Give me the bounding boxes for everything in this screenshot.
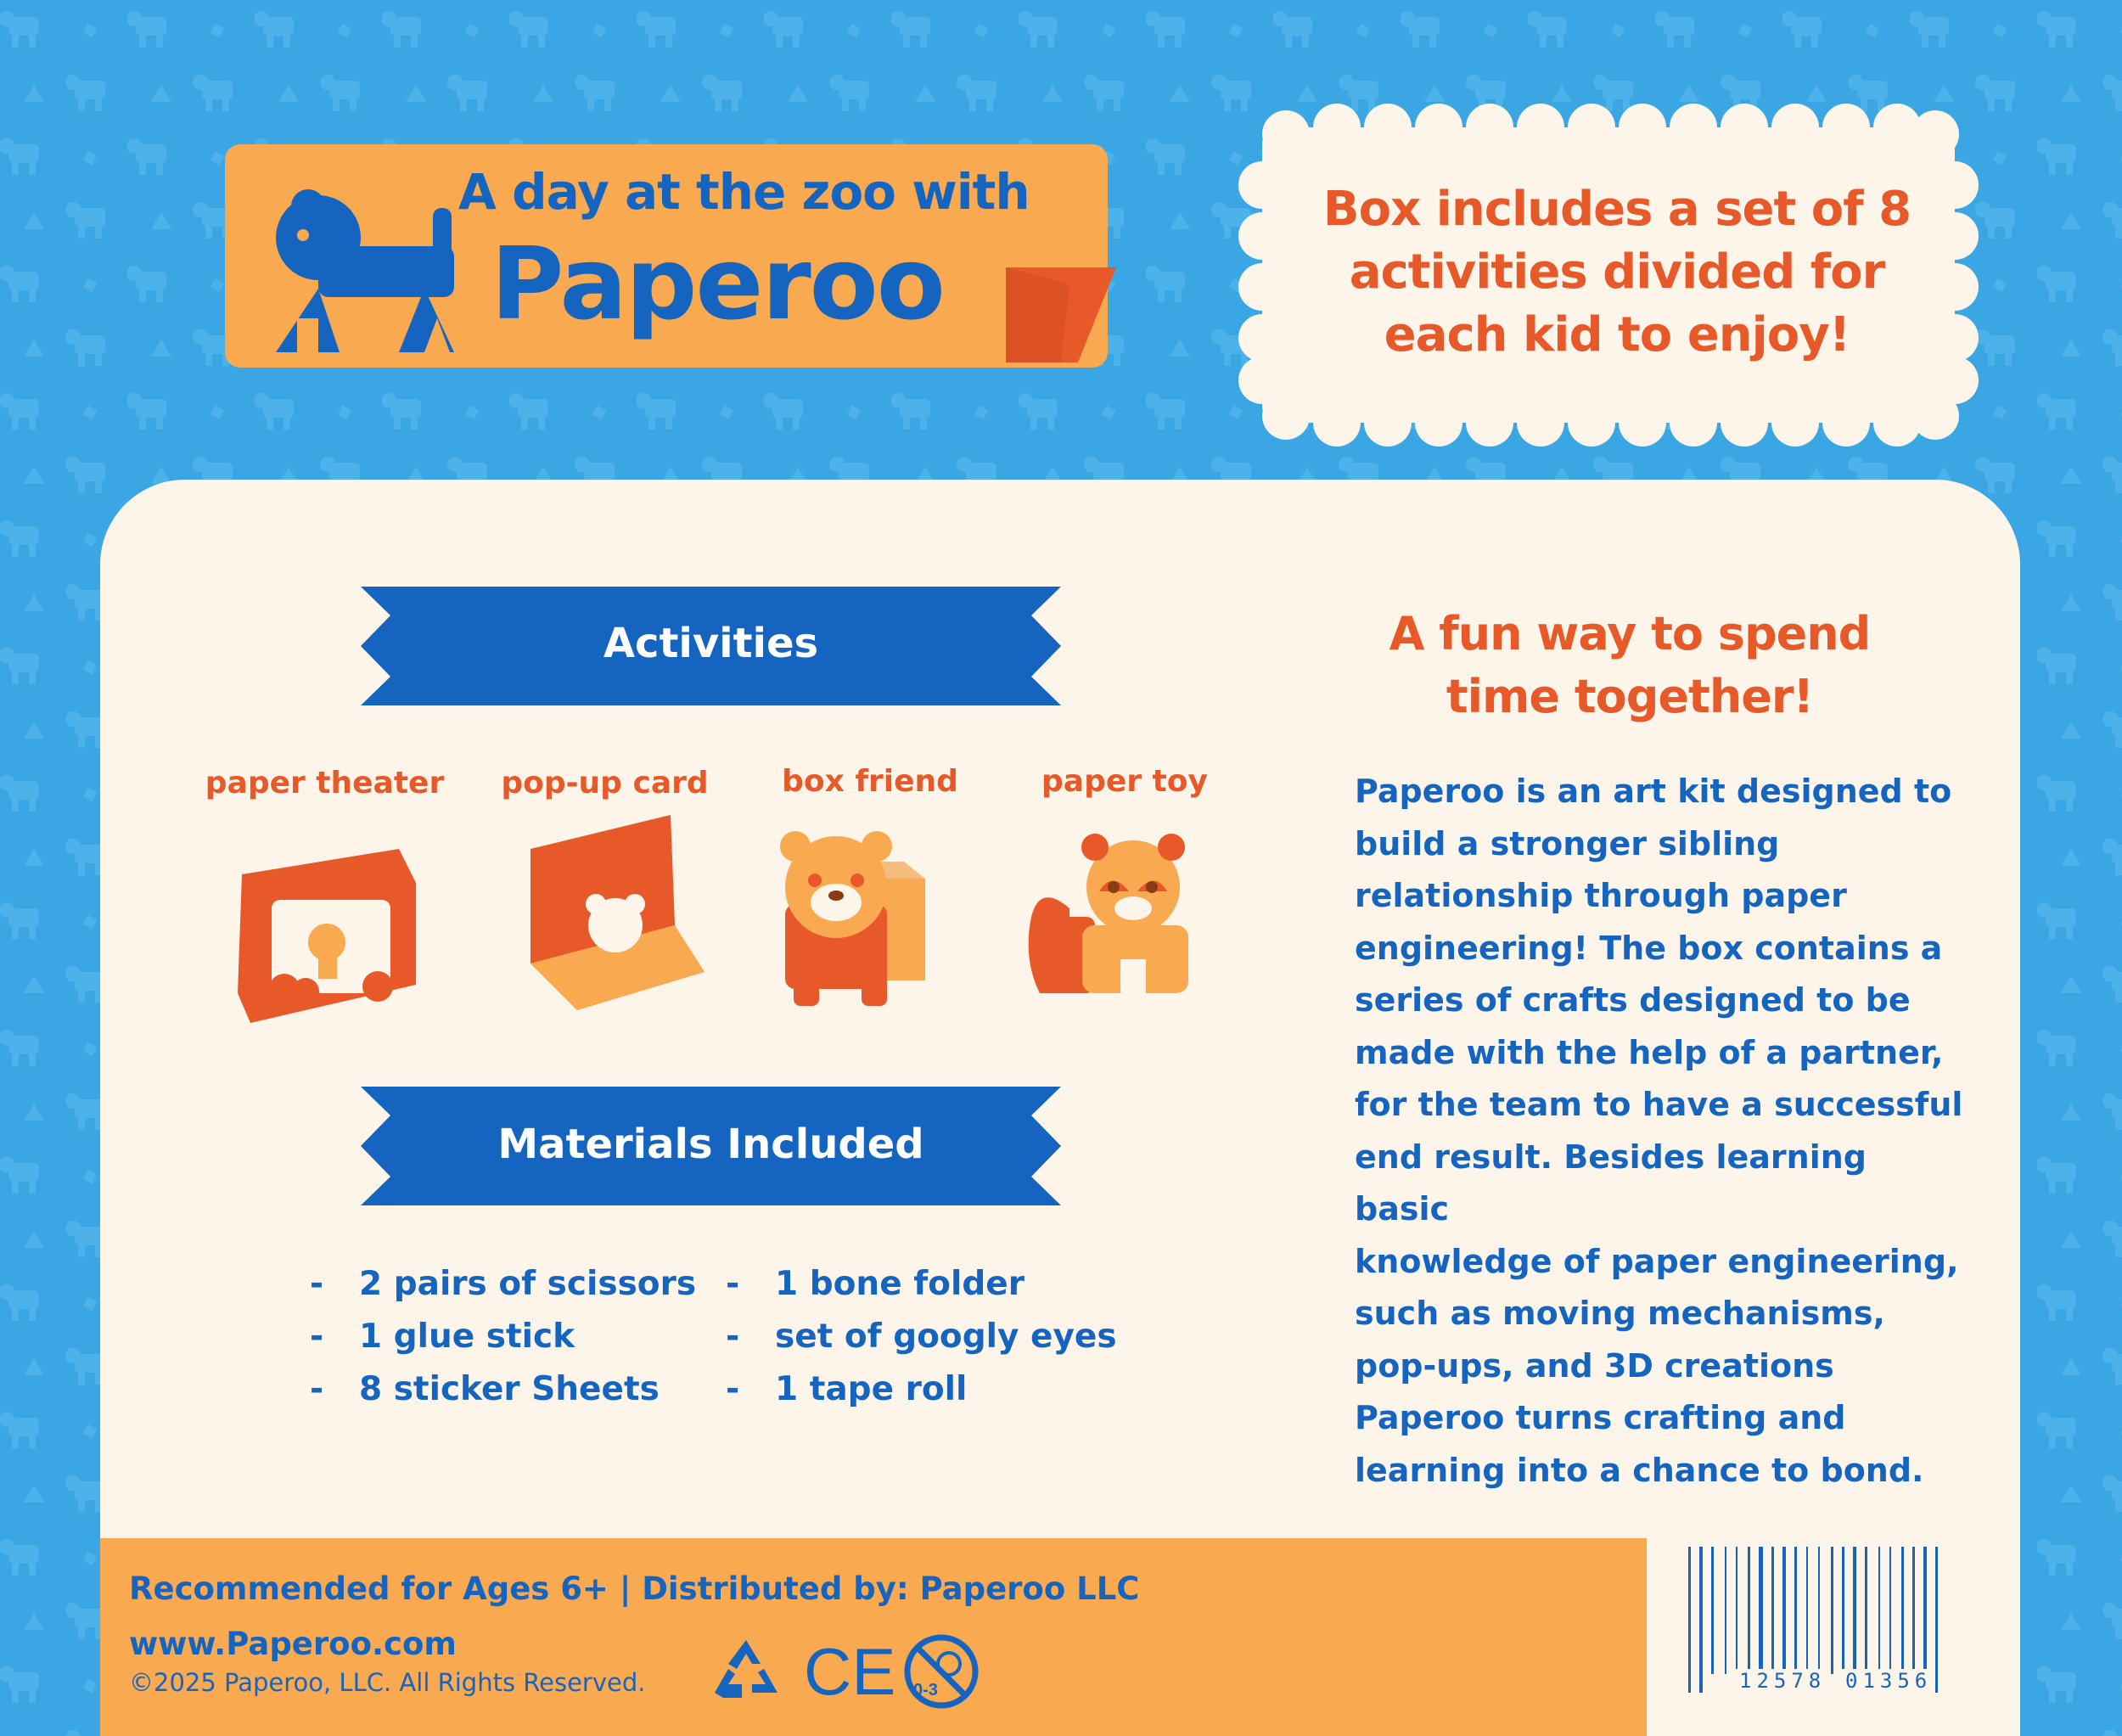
description-line: learning into a chance to bond. [1355,1451,1924,1489]
barcode-bar [1736,1547,1737,1674]
not-for-0-3-icon [901,1632,982,1712]
barcode-bar [1782,1547,1786,1674]
description-line: engineering! The box contains a [1355,929,1943,967]
bubble-line: activities divided for [1349,244,1885,300]
paperoo-dog-logo-icon [259,191,471,361]
activity-label: paper theater [205,766,445,801]
list-dash: - [310,1370,324,1408]
barcode-bar [1711,1547,1714,1674]
activity-label: paper toy [1041,764,1208,799]
age-warning-text: 0-3 [913,1681,938,1699]
description-line: knowledge of paper engineering, [1355,1242,1959,1280]
barcode-bar [1748,1547,1750,1674]
banner-title: A day at the zoo with [458,163,1030,221]
description-line: relationship through paper [1355,877,1847,914]
barcode-bar [1699,1547,1703,1693]
description-line: for the team to have a successful [1355,1086,1963,1123]
material-item [310,1317,575,1356]
about-title-line: A fun way to spend [1389,607,1871,660]
barcode-bar [1901,1547,1904,1674]
material-item [310,1265,696,1303]
barcode-bar [1725,1547,1726,1674]
description-line: such as moving mechanisms, [1355,1295,1885,1332]
barcode-bar [1878,1547,1880,1674]
material-text: 1 tape roll [775,1370,968,1408]
barcode-bar [1771,1547,1774,1674]
list-dash: - [310,1317,324,1356]
ages-distributor: Recommended for Ages 6+ | Distributed by: Paperoo LLC [129,1570,1140,1607]
barcode-bar [1853,1547,1856,1674]
material-text: set of googly eyes [775,1317,1117,1356]
description-line: Paperoo turns crafting and [1355,1399,1846,1436]
material-text: 1 bone folder [775,1265,1025,1303]
paper-toy-icon [1023,832,1197,1002]
barcode-bar [1831,1547,1833,1674]
barcode-bar [1889,1547,1891,1674]
barcode-bar [1794,1547,1797,1674]
material-item [726,1317,1117,1356]
list-dash: - [726,1370,740,1408]
barcode-bar [1688,1547,1691,1693]
bubble-line: Box includes a set of 8 [1322,182,1911,237]
material-text: 2 pairs of scissors [359,1265,697,1303]
description-line: build a stronger sibling [1355,824,1780,862]
material-text: 8 sticker Sheets [359,1370,660,1408]
description-line: end result. Besides learning basic [1355,1138,1867,1228]
description-line: made with the help of a partner, [1355,1033,1944,1071]
description-line: series of crafts designed to be [1355,981,1911,1019]
materials-heading: Materials Included [497,1121,924,1168]
material-text: 1 glue stick [359,1317,575,1356]
material-item [726,1370,967,1408]
description-line: pop-ups, and 3D creations [1355,1346,1834,1385]
material-item [726,1265,1025,1303]
material-item [310,1370,660,1408]
ce-mark-text: CE [804,1634,896,1709]
list-dash: - [310,1265,324,1303]
bubble-line: each kid to enjoy! [1384,307,1850,362]
list-dash: - [726,1317,740,1356]
recycle-icon [711,1637,781,1706]
website-link[interactable]: www.Paperoo.com [129,1626,457,1662]
brand-name: Paperoo [491,225,944,342]
barcode-bar [1935,1547,1938,1693]
barcode-bar [1865,1547,1867,1674]
box-friend-icon [777,828,938,1006]
barcode-bar [1759,1547,1763,1674]
activity-label: box friend [782,764,958,799]
ce-mark-icon [802,1634,896,1709]
about-description [1355,766,1966,1497]
barcode-right-digits: 01356 [1842,1669,1935,1693]
about-title-line: time together! [1446,670,1814,723]
activities-heading: Activities [603,620,819,667]
barcode-left-digits: 12578 [1736,1669,1829,1693]
copyright: ©2025 Paperoo, LLC. All Rights Reserved. [129,1668,646,1697]
list-dash: - [726,1265,740,1303]
description-line: Paperoo is an art kit designed to [1355,772,1952,810]
bubble-text [1290,178,1944,367]
barcode-bar [1912,1547,1915,1674]
about-title [1324,603,1935,728]
pop-up-card-icon [526,815,713,1010]
activity-label: pop-up card [501,766,709,801]
barcode-bar [1842,1547,1844,1674]
paper-theater-icon [233,849,424,1027]
